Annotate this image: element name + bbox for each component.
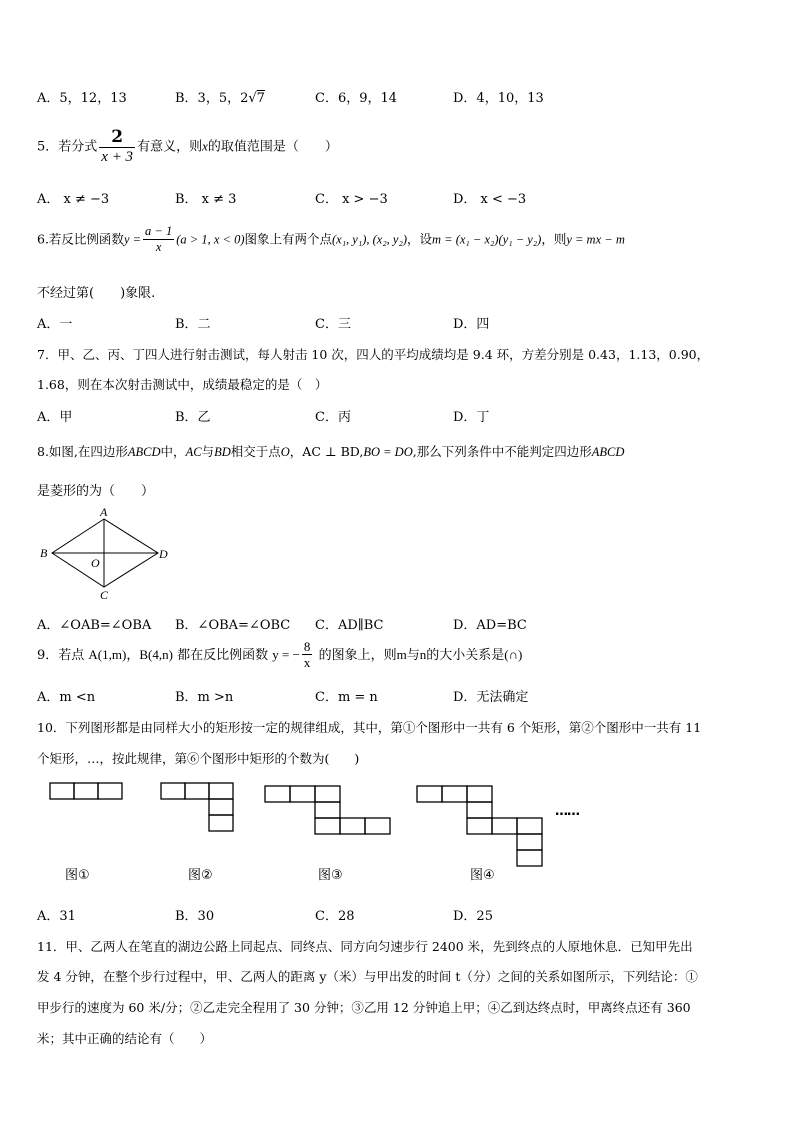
- figure-label-4: 图④: [470, 868, 495, 883]
- label-c: C: [100, 588, 109, 601]
- q8-option-c: C．AD∥BC: [315, 618, 384, 633]
- q7-option-c: C．丙: [315, 410, 351, 425]
- q7-option-a: A．甲: [37, 410, 73, 425]
- figure-label-3: 图③: [318, 868, 343, 883]
- q11-line4: 米；其中正确的结论有（ ）: [37, 1031, 213, 1046]
- q4-option-d: D．4，10，13: [453, 91, 544, 106]
- figure-1-rectangles: [50, 783, 122, 799]
- q4-sqrt-arg: 7: [256, 91, 265, 106]
- q4-option-b: [175, 87, 265, 106]
- q8-option-a: A．∠OAB=∠OBA: [37, 618, 152, 633]
- q10-option-b: B．30: [175, 909, 215, 924]
- q10-line2: 个矩形，…，按此规律，第⑥个图形中矩形的个数为( ): [37, 751, 360, 766]
- q5-stem: 5．若分式 $\frac{2}{x + 3}$ 有意义，则x的取值范围是（ ）: [37, 127, 338, 165]
- q10-line1: 10．下列图形都是由同样大小的矩形按一定的规律组成，其中，第①个图形中一共有 6 个矩形，第②个图形中一共有 11: [37, 720, 702, 735]
- q8-stem: 8.如图,在四边形ABCD中，AC与BD相交于点O，AC ⊥ BD,BO = DO,那么下列条件中不能判定四边形ABCD: [37, 444, 625, 459]
- figure-4-rectangles: [417, 786, 542, 866]
- q9-option-c: C．m = n: [315, 690, 378, 705]
- q9-stem: 9．若点 A(1,m)，B(4,n) 都在反比例函数 y = − $\frac{8}{x}$ 的图象上，则m与n的大小关系是(∩): [37, 639, 523, 671]
- q6-option-b: B．二: [175, 317, 211, 332]
- q6-fraction: $\frac{a - 1}{x}$: [145, 224, 173, 254]
- q5-option-d: D． x < −3: [453, 192, 527, 207]
- label-o: O: [91, 556, 100, 570]
- q4-option-c: C．6，9，14: [315, 91, 398, 106]
- q11-line1: 11．甲、乙两人在笔直的湖边公路上同起点、同终点、同方向匀速步行 2400 米，先到终点的人原地休息．已知甲先出: [37, 939, 693, 954]
- q11-line3: 甲步行的速度为 60 米/分；②乙走完全程用了 30 分钟；③乙用 12 分钟追上甲；④乙到达终点时，甲离终点还有 360: [37, 1000, 691, 1015]
- q6-option-a: A．一: [37, 317, 73, 332]
- figure-3-rectangles: [265, 786, 390, 834]
- q5-fraction: $\frac{2}{x + 3}$: [101, 127, 134, 165]
- figure-2-rectangles: [161, 783, 233, 831]
- q8-option-b: B．∠OBA=∠OBC: [175, 618, 291, 633]
- label-b: B: [40, 546, 48, 560]
- figures-ellipsis: ……: [555, 804, 579, 819]
- q7-line1: 7．甲、乙、丙、丁四人进行射击测试，每人射击 10 次，四人的平均成绩均是 9.4 环，方差分别是 0.43，1.13，0.90，: [37, 347, 710, 362]
- q4-option-b-text: B．3，5，2: [175, 91, 249, 106]
- q6-option-c: C．三: [315, 317, 351, 332]
- q5-option-a: A． x ≠ −3: [37, 192, 110, 207]
- q4-option-a: A．5，12，13: [37, 91, 127, 106]
- q8-line2: 是菱形的为（ ）: [37, 484, 155, 499]
- q6-line2: 不经过第( )象限.: [37, 286, 156, 301]
- figure-label-1: 图①: [65, 868, 90, 883]
- q8-option-d: D．AD=BC: [453, 618, 527, 633]
- q9-fraction: $\frac{8}{x}$: [303, 639, 311, 671]
- q7-option-b: B．乙: [175, 410, 211, 425]
- q6-option-d: D．四: [453, 317, 490, 332]
- q5-option-b: B． x ≠ 3: [175, 192, 237, 207]
- q5-option-c: C． x > −3: [315, 192, 388, 207]
- q10-option-c: C．28: [315, 909, 355, 924]
- label-a: A: [100, 505, 108, 519]
- q6-stem: 6.若反比例函数y = $\frac{a - 1}{x}$ (a > 1, x < 0)图象上有两个点(x₁, y₁), (x₂, y₂)，设m = (x₁ − x₂)(y₁ − y₂)，则y = mx − m: [37, 224, 625, 254]
- q11-line2: 发 4 分钟，在整个步行过程中，甲、乙两人的距离 y（米）与甲出发的时间 t（分）之间的关系如图所示，下列结论：①: [37, 969, 698, 984]
- figure-label-2: 图②: [188, 868, 213, 883]
- q9-option-a: A．m <n: [37, 690, 96, 705]
- label-d: D: [159, 547, 168, 561]
- q7-option-d: D．丁: [453, 410, 490, 425]
- q9-option-b: B．m >n: [175, 690, 234, 705]
- q10-option-d: D．25: [453, 909, 493, 924]
- rhombus-figure: [36, 505, 176, 601]
- q10-option-a: A．31: [37, 909, 76, 924]
- sqrt-symbol: √: [248, 91, 257, 106]
- q7-line2: 1.68，则在本次射击测试中，成绩最稳定的是（ ）: [37, 377, 328, 392]
- rectangle-pattern-figures: [40, 778, 600, 868]
- q9-option-d: D．无法确定: [453, 690, 529, 705]
